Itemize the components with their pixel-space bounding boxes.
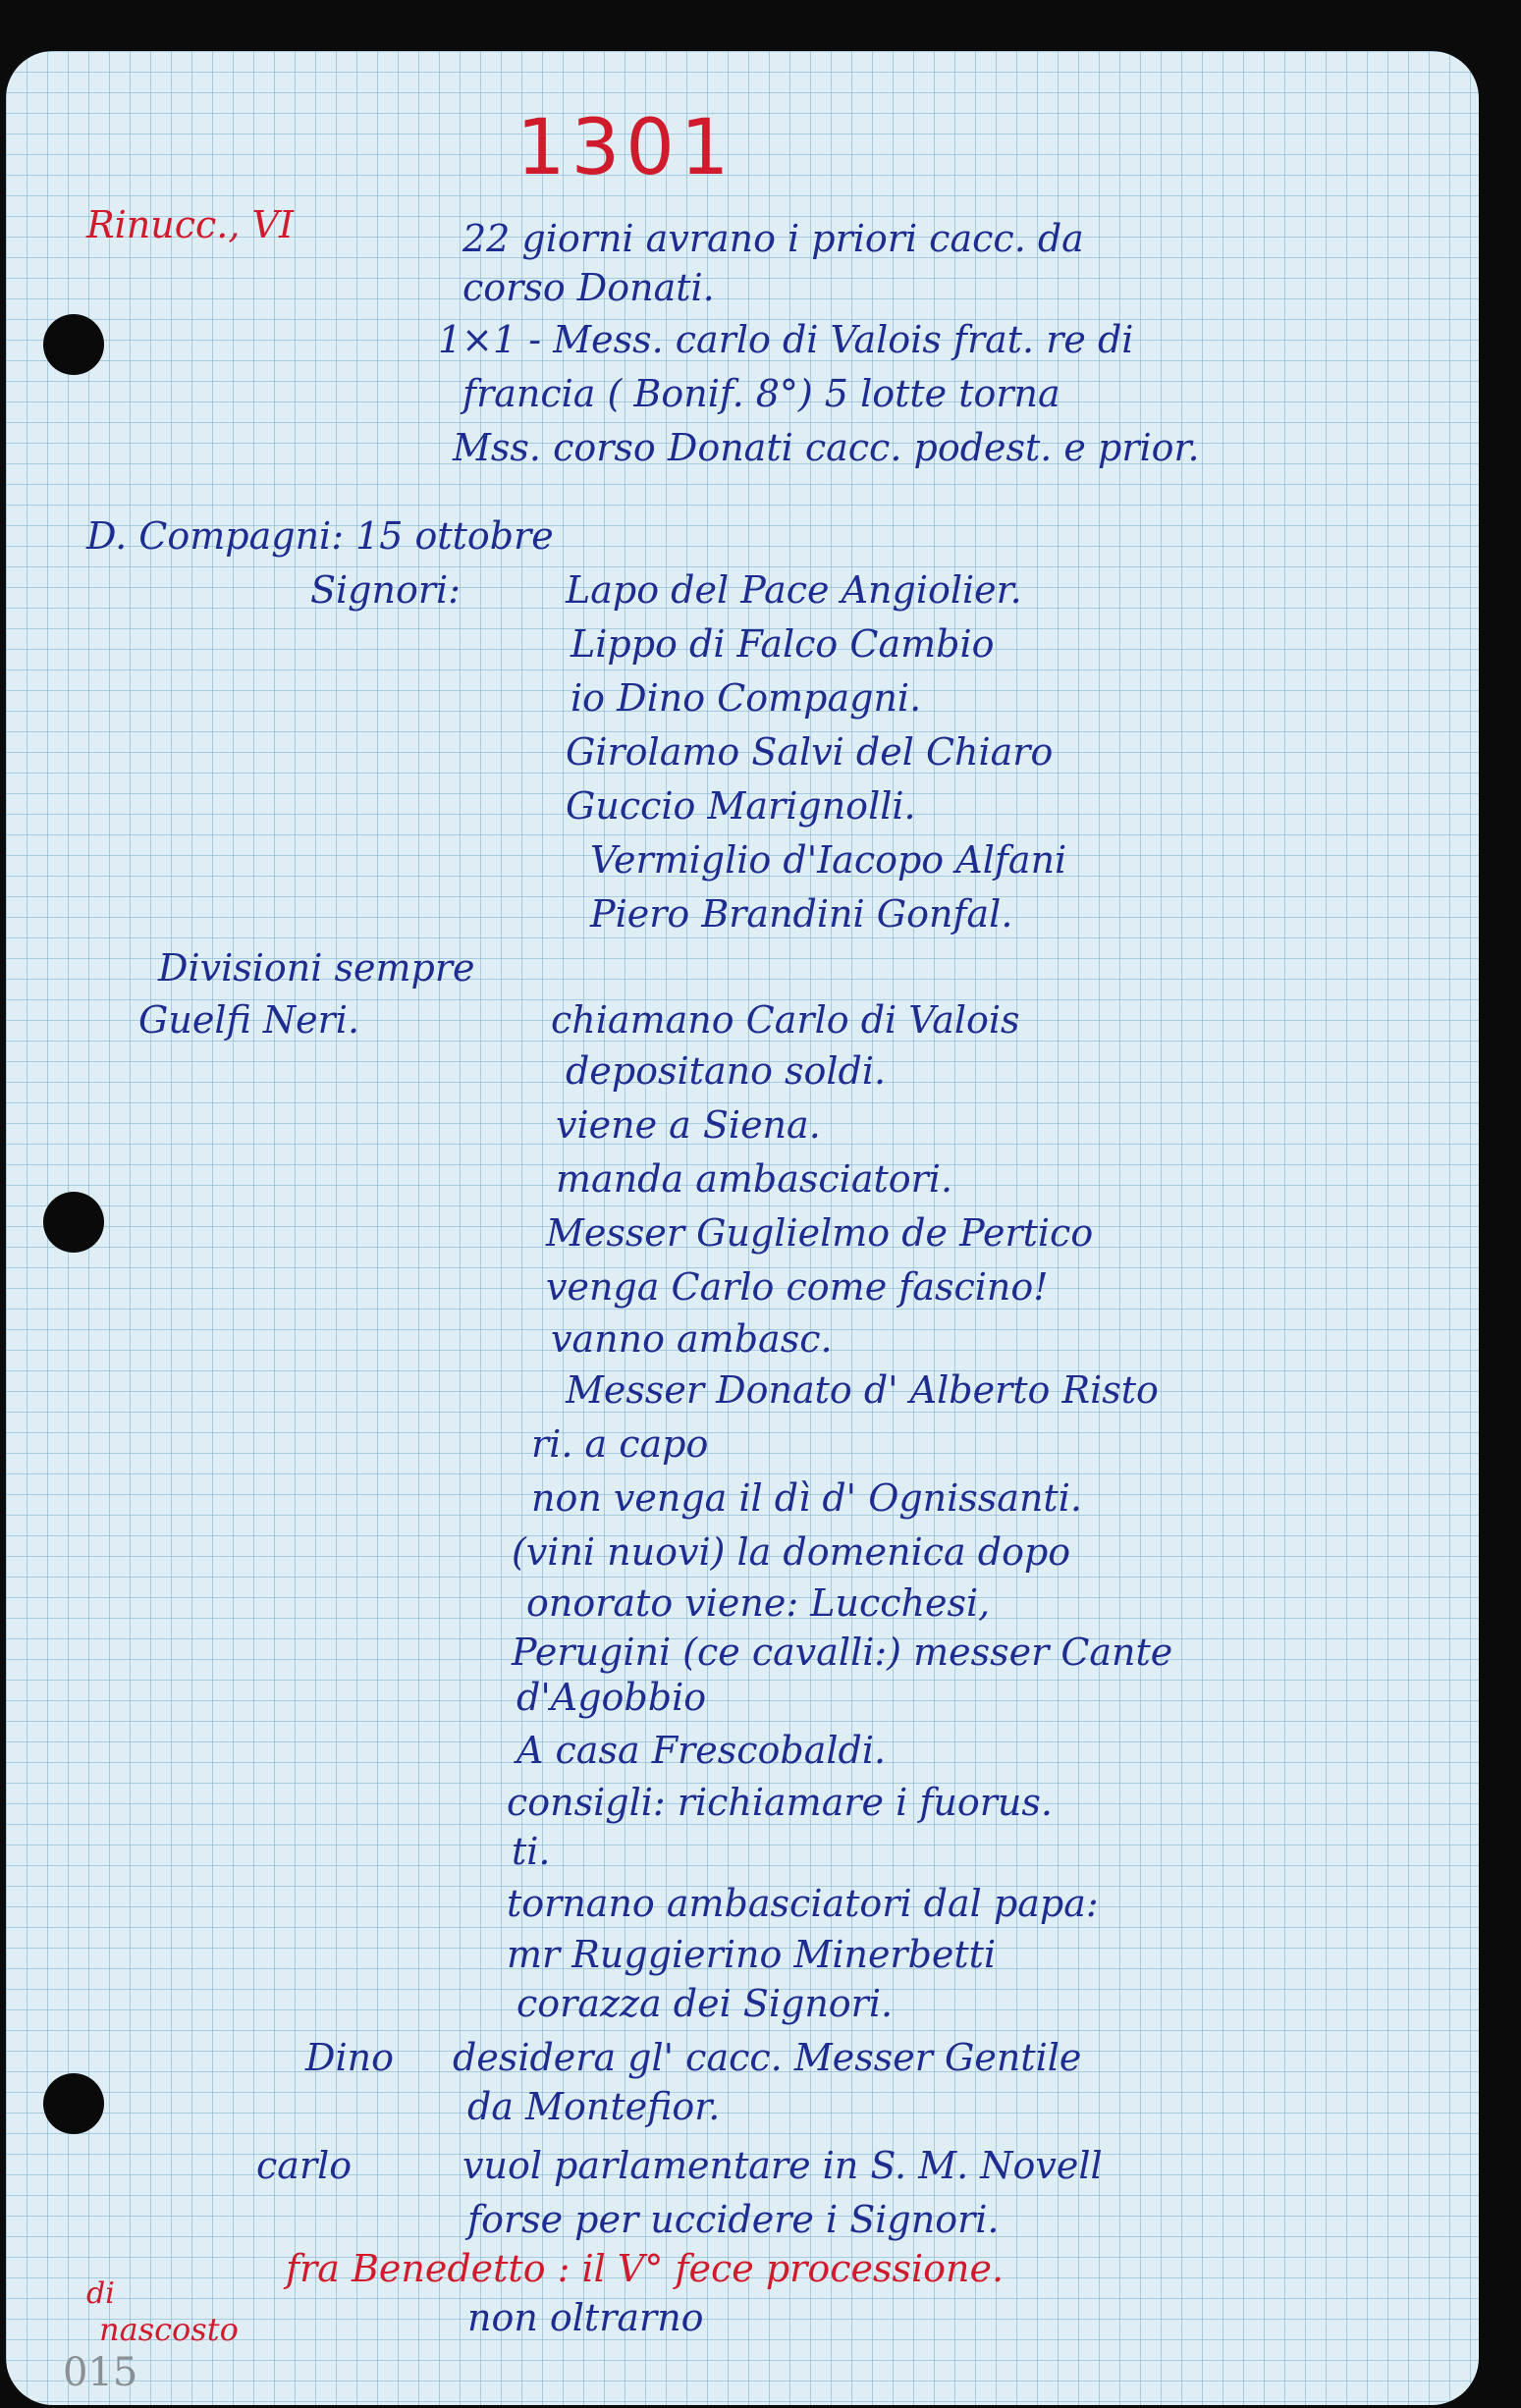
guelfi-line: d'Agobbio xyxy=(516,1676,707,1719)
year-heading: 1301 xyxy=(516,104,735,192)
notebook-page xyxy=(6,51,1479,2405)
signori-item: Lippo di Falco Cambio xyxy=(570,622,995,666)
divisions-heading: Divisioni sempre xyxy=(158,946,475,990)
guelfi-line: Messer Guglielmo de Pertico xyxy=(546,1211,1094,1255)
compagni-heading: D. Compagni: 15 ottobre xyxy=(86,514,554,558)
red-margin-note-1: di xyxy=(86,2276,115,2311)
signori-item: Guccio Marignolli. xyxy=(566,784,916,828)
signori-item: Lapo del Pace Angiolier. xyxy=(566,568,1022,612)
guelfi-line: vanno ambasc. xyxy=(551,1317,833,1361)
dino-line: desidera gl' cacc. Messer Gentile xyxy=(453,2036,1082,2079)
intro-line: 22 giorni avrano i priori cacc. da xyxy=(462,217,1084,260)
guelfi-line: onorato viene: Lucchesi, xyxy=(526,1581,991,1625)
red-note-line: fra Benedetto : il V° fece processione. xyxy=(286,2247,1005,2290)
guelfi-line: manda ambasciatori. xyxy=(556,1157,953,1201)
guelfi-line: corazza dei Signori. xyxy=(516,1982,894,2025)
guelfi-line: ti. xyxy=(512,1830,551,1873)
intro-line: corso Donati. xyxy=(462,266,715,309)
dino-label: Dino xyxy=(305,2036,394,2079)
guelfi-line: (vini nuovi) la domenica dopo xyxy=(512,1530,1071,1574)
guelfi-line: Perugini (ce cavalli:) messer Cante xyxy=(512,1631,1173,1674)
guelfi-line: mr Ruggierino Minerbetti xyxy=(507,1933,997,1976)
guelfi-line: Messer Donato d' Alberto Risto xyxy=(566,1368,1159,1412)
intro-line: 1×1 - Mess. carlo di Valois frat. re di xyxy=(438,318,1134,361)
guelfi-line: A casa Frescobaldi. xyxy=(516,1729,887,1772)
carlo-label: carlo xyxy=(256,2144,353,2187)
guelfi-line: chiamano Carlo di Valois xyxy=(551,998,1020,1042)
intro-line: Mss. corso Donati cacc. podest. e prior. xyxy=(453,426,1200,469)
carlo-line: forse per uccidere i Signori. xyxy=(467,2198,1000,2241)
intro-line: francia ( Bonif. 8°) 5 lotte torna xyxy=(462,372,1060,415)
signori-item: Piero Brandini Gonfal. xyxy=(590,892,1013,936)
page-number: 015 xyxy=(63,2350,138,2395)
red-margin-note-2: nascosto xyxy=(99,2311,239,2348)
signori-item: io Dino Compagni. xyxy=(570,676,922,720)
signori-item: Girolamo Salvi del Chiaro xyxy=(566,730,1054,774)
guelfi-line: ri. a capo xyxy=(531,1422,709,1466)
guelfi-line: consigli: richiamare i fuorus. xyxy=(507,1781,1053,1824)
binder-hole-bottom xyxy=(43,2073,104,2134)
guelfi-line: non venga il dì d' Ognissanti. xyxy=(531,1476,1082,1520)
signori-label: Signori: xyxy=(310,568,461,612)
non-oltrarno-line: non oltrarno xyxy=(467,2296,704,2339)
guelfi-line: viene a Siena. xyxy=(556,1103,821,1147)
signori-item: Vermiglio d'Iacopo Alfani xyxy=(590,838,1067,882)
margin-note-top: Rinucc., VI xyxy=(86,203,294,246)
guelfi-line: depositano soldi. xyxy=(566,1049,887,1093)
guelfi-line: tornano ambasciatori dal papa: xyxy=(507,1882,1099,1925)
carlo-line: vuol parlamentare in S. M. Novell xyxy=(462,2144,1103,2187)
guelfi-line: venga Carlo come fascino! xyxy=(546,1265,1049,1309)
binder-hole-top xyxy=(43,314,104,375)
binder-hole-middle xyxy=(43,1192,104,1253)
dino-line: da Montefior. xyxy=(467,2085,721,2128)
guelfi-label: Guelfi Neri. xyxy=(138,998,360,1042)
